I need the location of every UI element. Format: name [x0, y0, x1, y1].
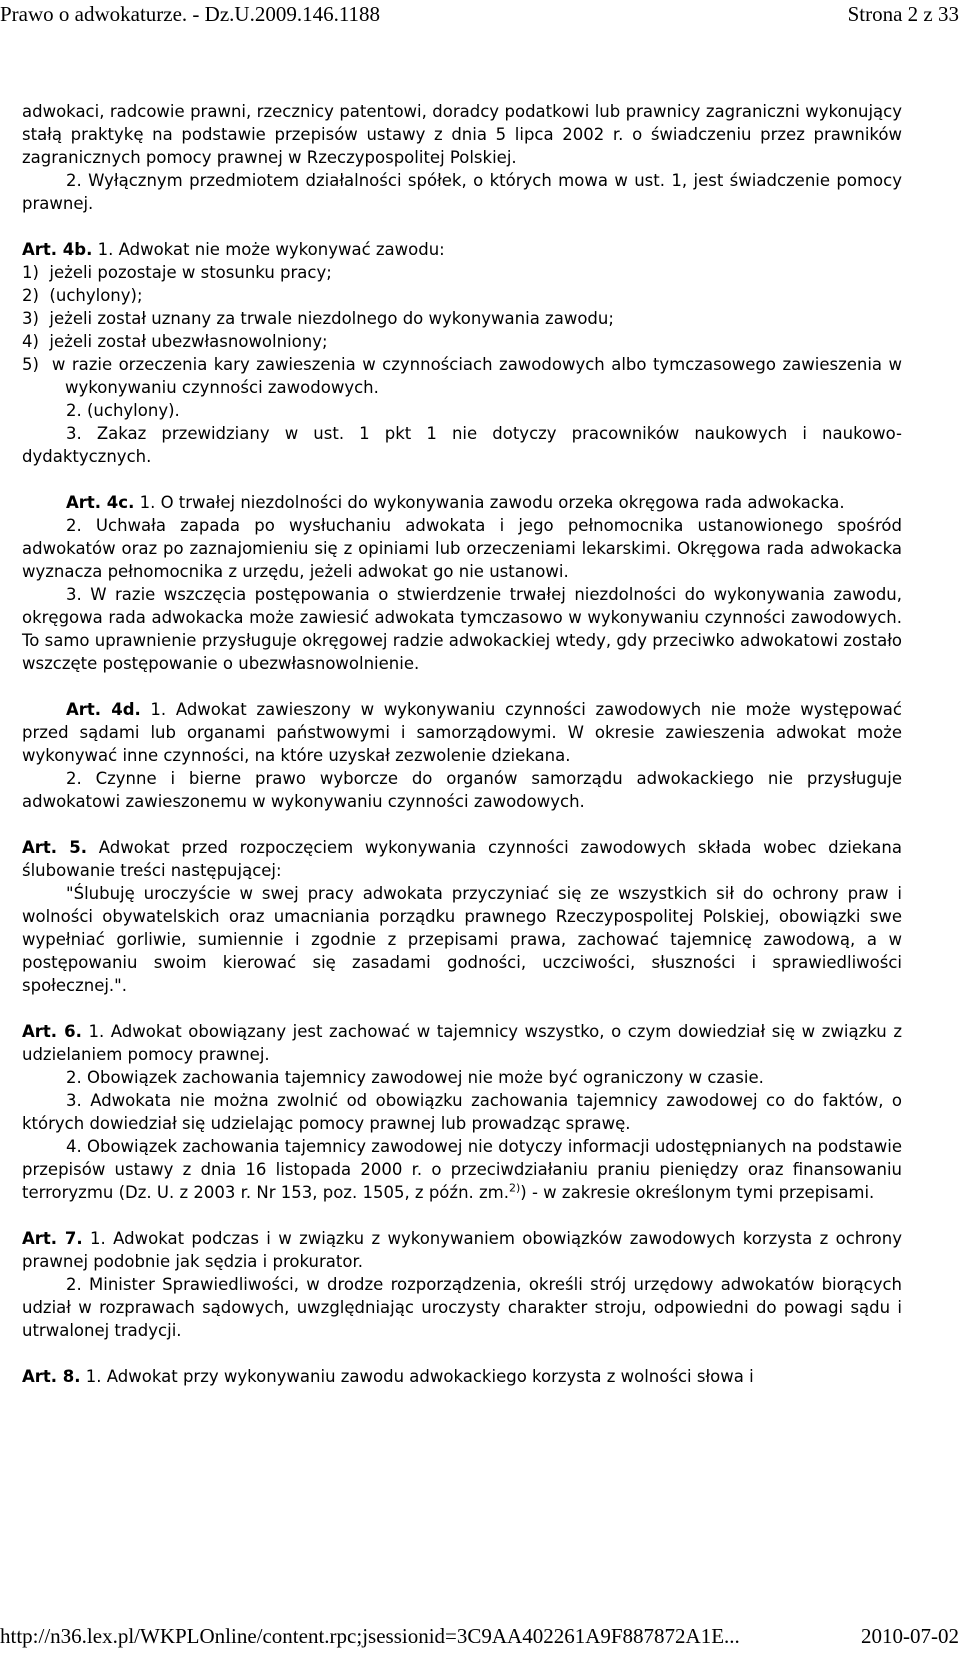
article-4c — [22, 491, 902, 514]
source-url: http://n36.lex.pl/WKPLOnline/content.rpc;jsessionid=3C9AA402261A9F887872A1E... — [0, 1624, 740, 1648]
paragraph-text: ) - w zakresie określonym tymi przepisami. — [520, 1183, 875, 1202]
oath-text: "Ślubuję uroczyście w swej pracy adwokata przyczyniać się ze wszystkich sił do ochrony praw i wolności obywatelskich oraz umacniania porządku prawnego Rzeczypospolitej Polskiej, obowiązki swe wypełniać gorliwie, sumiennie i zgodnie z przepisami prawa, zachować tajemnicę zawodową, a w postępowaniu swoim kierować się zasadami godności, uczciwości, słuszności i sprawiedliwości społecznej.". — [22, 884, 902, 995]
article-text: 1. Adwokat nie może wykonywać zawodu: — [92, 240, 445, 259]
article-8 — [22, 1365, 902, 1388]
article-5 — [22, 836, 902, 882]
paragraph-text: 4. Obowiązek zachowania tajemnicy zawodowej nie dotyczy informacji udostępnianych na podstawie przepisów ustawy z dnia 16 listopada 2000 r. o przeciwdziałaniu praniu pieniędzy oraz finansowaniu terroryzmu (Dz. U. z 2003 r. Nr 153, poz. 1505, z późn. zm. — [22, 1137, 902, 1202]
article-label: Art. 6. — [22, 1022, 82, 1041]
list-item: 3) jeżeli został uznany za trwale niezdolnego do wykonywania zawodu; — [22, 309, 614, 328]
list-item: 4) jeżeli został ubezwłasnowolniony; — [22, 332, 328, 351]
paragraph: 2. (uchylony). — [66, 401, 180, 420]
article-text: 1. Adwokat obowiązany jest zachować w tajemnicy wszystko, o czym dowiedział się w związku z udzielaniem pomocy prawnej. — [22, 1022, 902, 1064]
article-4d — [22, 698, 902, 767]
paragraph: 3. W razie wszczęcia postępowania o stwierdzenie trwałej niezdolności do wykonywania zawodu, okręgowa rada adwokacka może zawiesić adwokata tymczasowo w wykonywaniu czynności zawodowych. To samo uprawnienie przysługuje okręgowej radzie adwokackiej wtedy, gdy przeciwko adwokatowi zostało wszczęte postępowanie o ubezwłasnowolnienie. — [22, 585, 902, 673]
article-label: Art. 4c. — [66, 493, 135, 512]
article-label: Art. 8. — [22, 1367, 81, 1386]
article-label: Art. 4b. — [22, 240, 93, 259]
article-text: 1. O trwałej niezdolności do wykonywania zawodu orzeka okręgowa rada adwokacka. — [134, 493, 845, 512]
article-label: Art. 4d. — [66, 700, 141, 719]
article-6 — [22, 1020, 902, 1066]
paragraph: adwokaci, radcowie prawni, rzecznicy patentowi, doradcy podatkowi lub prawnicy zagraniczni wykonujący stałą praktykę na podstawie przepisów ustawy z dnia 5 lipca 2002 r. o świadczeniu przez prawników zagranicznych pomocy prawnej w Rzeczypospolitej Polskiej. — [22, 102, 902, 167]
list-item: 2) (uchylony); — [22, 286, 143, 305]
paragraph — [22, 1135, 902, 1204]
article-text: 1. Adwokat podczas i w związku z wykonywaniem obowiązków zawodowych korzysta z ochrony prawnej podobnie jak sędzia i prokurator. — [22, 1229, 902, 1271]
paragraph: 2. Minister Sprawiedliwości, w drodze rozporządzenia, określi strój urzędowy adwokatów biorących udział w rozprawach sądowych, uwzględniając uroczysty charakter stroju, odpowiedni do powagi sądu i utrwalonej tradycji. — [22, 1275, 902, 1340]
article-label: Art. 5. — [22, 838, 88, 857]
print-date: 2010-07-02 — [861, 1624, 959, 1648]
page-header — [0, 0, 960, 30]
paragraph: 2. Czynne i bierne prawo wyborcze do organów samorządu adwokackiego nie przysługuje adwokatowi zawieszonemu w wykonywaniu czynności zawodowych. — [22, 769, 902, 811]
article-4b — [22, 238, 902, 261]
paragraph: 3. Zakaz przewidziany w ust. 1 pkt 1 nie dotyczy pracowników naukowych i naukowo-dydaktycznych. — [22, 424, 902, 466]
list-item: 5) w razie orzeczenia kary zawieszenia w czynnościach zawodowych albo tymczasowego zawieszenia w wykonywaniu czynności zawodowych. — [22, 355, 902, 397]
paragraph: 2. Obowiązek zachowania tajemnicy zawodowej nie może być ograniczony w czasie. — [66, 1068, 764, 1087]
article-text: Adwokat przed rozpoczęciem wykonywania czynności zawodowych składa wobec dziekana ślubowanie treści następującej: — [22, 838, 902, 880]
document-body — [22, 100, 902, 1388]
footnote-ref[interactable]: 2) — [509, 1181, 521, 1195]
page-number: Strona 2 z 33 — [847, 2, 959, 26]
article-text: 1. Adwokat zawieszony w wykonywaniu czynności zawodowych nie może występować przed sądami lub organami państwowymi i samorządowymi. W okresie zawieszenia adwokat może wykonywać inne czynności, na które uzyskał zezwolenie dziekana. — [22, 700, 902, 765]
document-title: Prawo o adwokaturze. - Dz.U.2009.146.1188 — [0, 2, 381, 26]
article-text: 1. Adwokat przy wykonywaniu zawodu adwokackiego korzysta z wolności słowa i — [80, 1367, 754, 1386]
page-footer — [0, 1622, 960, 1652]
article-7 — [22, 1227, 902, 1273]
paragraph: 2. Wyłącznym przedmiotem działalności spółek, o których mowa w ust. 1, jest świadczenie pomocy prawnej. — [22, 171, 902, 213]
paragraph: 2. Uchwała zapada po wysłuchaniu adwokata i jego pełnomocnika ustanowionego spośród adwokatów oraz po zaznajomieniu się z opiniami lub orzeczeniami lekarskimi. Okręgowa rada adwokacka wyznacza pełnomocnika z urzędu, jeżeli adwokat go nie ustanowi. — [22, 516, 902, 581]
paragraph: 3. Adwokata nie można zwolnić od obowiązku zachowania tajemnicy zawodowej co do faktów, o których dowiedział się udzielając pomocy prawnej lub prowadząc sprawę. — [22, 1091, 902, 1133]
list-item: 1) jeżeli pozostaje w stosunku pracy; — [22, 263, 332, 282]
article-label: Art. 7. — [22, 1229, 83, 1248]
